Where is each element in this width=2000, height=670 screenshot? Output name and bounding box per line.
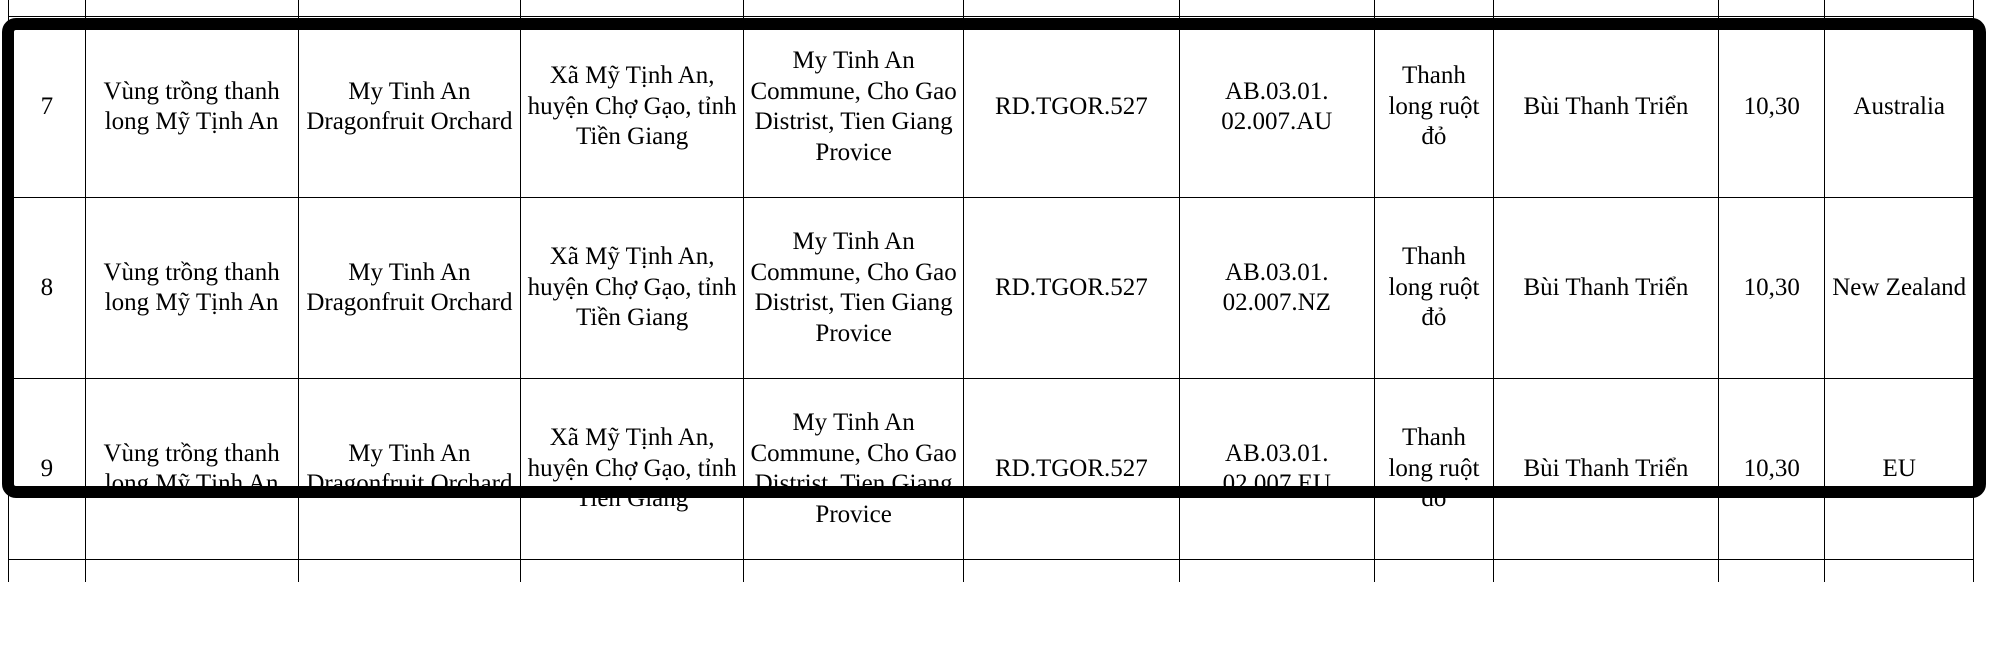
table-row-clipped-top	[9, 0, 1974, 17]
clipped-cell	[1825, 0, 1974, 17]
clipped-cell	[1825, 560, 1974, 583]
clipped-cell	[1179, 560, 1375, 583]
table-row-clipped-bottom	[9, 560, 1974, 583]
cell-address-vi: Xã Mỹ Tịnh An, huyện Chợ Gạo, tỉnh Tiền Giang	[521, 17, 744, 198]
cell-area: Vùng trồng thanh long Mỹ Tịnh An	[85, 198, 298, 379]
cell-code1: RD.TGOR.527	[964, 17, 1179, 198]
table-row	[9, 17, 1974, 198]
cell-area: Vùng trồng thanh long Mỹ Tịnh An	[85, 17, 298, 198]
cell-market: EU	[1825, 379, 1974, 560]
cell-code1: RD.TGOR.527	[964, 379, 1179, 560]
cell-owner: Bùi Thanh Triển	[1493, 379, 1718, 560]
cell-address-vi: Xã Mỹ Tịnh An, huyện Chợ Gạo, tỉnh Tiền Giang	[521, 198, 744, 379]
clipped-cell	[9, 0, 86, 17]
clipped-cell	[9, 560, 86, 583]
dragonfruit-orchard-table	[8, 0, 1974, 582]
cell-no: 8	[9, 198, 86, 379]
cell-variety: Thanh long ruột đỏ	[1375, 198, 1494, 379]
clipped-cell	[1493, 0, 1718, 17]
cell-area-ha: 10,30	[1719, 198, 1825, 379]
cell-orchard: My Tinh An Dragonfruit Orchard	[298, 198, 521, 379]
cell-address-en: My Tinh An Commune, Cho Gao Distrist, Tien Giang Provice	[743, 17, 963, 198]
clipped-cell	[521, 0, 744, 17]
cell-variety: Thanh long ruột đỏ	[1375, 379, 1494, 560]
cell-no: 7	[9, 17, 86, 198]
cell-code2: AB.03.01. 02.007.EU	[1179, 379, 1375, 560]
clipped-cell	[521, 560, 744, 583]
clipped-cell	[1375, 560, 1494, 583]
cell-address-en: My Tinh An Commune, Cho Gao Distrist, Tien Giang Provice	[743, 198, 963, 379]
clipped-cell	[85, 560, 298, 583]
clipped-cell	[1493, 560, 1718, 583]
cell-market: New Zealand	[1825, 198, 1974, 379]
cell-variety: Thanh long ruột đỏ	[1375, 17, 1494, 198]
clipped-cell	[298, 560, 521, 583]
clipped-cell	[85, 0, 298, 17]
clipped-cell	[964, 0, 1179, 17]
cell-market: Australia	[1825, 17, 1974, 198]
cell-address-en: My Tinh An Commune, Cho Gao Distrist, Tien Giang Provice	[743, 379, 963, 560]
cell-orchard: My Tinh An Dragonfruit Orchard	[298, 17, 521, 198]
clipped-cell	[743, 0, 963, 17]
table-row	[9, 198, 1974, 379]
clipped-cell	[298, 0, 521, 17]
clipped-cell	[1179, 0, 1375, 17]
clipped-cell	[964, 560, 1179, 583]
cell-no: 9	[9, 379, 86, 560]
cell-area: Vùng trồng thanh long Mỹ Tịnh An	[85, 379, 298, 560]
table-row	[9, 379, 1974, 560]
cell-area-ha: 10,30	[1719, 379, 1825, 560]
cell-owner: Bùi Thanh Triển	[1493, 17, 1718, 198]
cell-code2: AB.03.01. 02.007.NZ	[1179, 198, 1375, 379]
clipped-cell	[1719, 0, 1825, 17]
cell-code1: RD.TGOR.527	[964, 198, 1179, 379]
cell-code2: AB.03.01. 02.007.AU	[1179, 17, 1375, 198]
cell-orchard: My Tinh An Dragonfruit Orchard	[298, 379, 521, 560]
cell-owner: Bùi Thanh Triển	[1493, 198, 1718, 379]
clipped-cell	[743, 560, 963, 583]
clipped-cell	[1375, 0, 1494, 17]
clipped-cell	[1719, 560, 1825, 583]
cell-address-vi: Xã Mỹ Tịnh An, huyện Chợ Gạo, tỉnh Tiền Giang	[521, 379, 744, 560]
cell-area-ha: 10,30	[1719, 17, 1825, 198]
